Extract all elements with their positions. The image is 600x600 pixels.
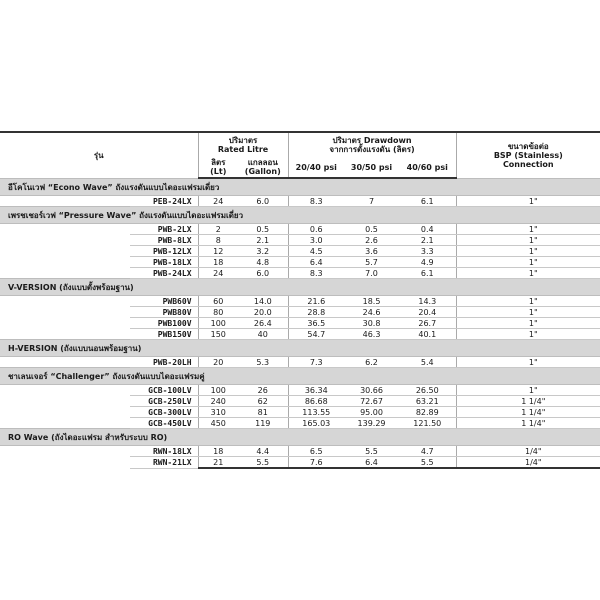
drawdown-40-60-cell: 4.9 (399, 257, 456, 268)
indent-cell (0, 268, 130, 279)
model-cell: PWB-2LX (130, 224, 198, 235)
model-cell: PWB150V (130, 329, 198, 340)
drawdown-40-60-cell: 63.21 (399, 396, 456, 407)
drawdown-40-60-cell: 5.5 (399, 457, 456, 469)
model-cell: PWB-8LX (130, 235, 198, 246)
connection-cell: 1" (456, 296, 600, 307)
drawdown-20-40-cell: 0.6 (288, 224, 344, 235)
indent-cell (0, 396, 130, 407)
drawdown-20-40-cell: 6.5 (288, 446, 344, 457)
drawdown-30-50-cell: 5.7 (344, 257, 399, 268)
drawdown-20-40-cell: 36.5 (288, 318, 344, 329)
gallon-cell: 5.5 (238, 457, 288, 469)
indent-cell (0, 224, 130, 235)
gallon-cell: 5.3 (238, 357, 288, 368)
table-row (0, 296, 600, 307)
drawdown-30-50-cell: 30.66 (344, 385, 399, 396)
table-row (0, 257, 600, 268)
drawdown-20-40-cell: 4.5 (288, 246, 344, 257)
psi-20-40-header: 20/40 psi (288, 157, 344, 178)
drawdown-30-50-cell: 24.6 (344, 307, 399, 318)
drawdown-40-60-cell: 40.1 (399, 329, 456, 340)
gallon-cell: 20.0 (238, 307, 288, 318)
indent-cell (0, 446, 130, 457)
litre-cell: 2 (198, 224, 238, 235)
model-cell: PWB100V (130, 318, 198, 329)
connection-cell: 1" (456, 268, 600, 279)
indent-cell (0, 246, 130, 257)
drawdown-30-50-cell: 2.6 (344, 235, 399, 246)
section-title: H-VERSION (ถังแบบนอนพร้อมฐาน) (0, 340, 600, 357)
drawdown-40-60-cell: 26.7 (399, 318, 456, 329)
drawdown-40-60-cell: 14.3 (399, 296, 456, 307)
table-row (0, 307, 600, 318)
connection-cell: 1" (456, 385, 600, 396)
indent-cell (0, 418, 130, 429)
gallon-cell: 4.4 (238, 446, 288, 457)
drawdown-30-50-cell: 5.5 (344, 446, 399, 457)
drawdown-20-40-cell: 36.34 (288, 385, 344, 396)
drawdown-40-60-cell: 6.1 (399, 268, 456, 279)
litre-cell: 450 (198, 418, 238, 429)
drawdown-30-50-cell: 18.5 (344, 296, 399, 307)
gallon-cell: 26.4 (238, 318, 288, 329)
connection-cell: 1" (456, 357, 600, 368)
connection-cell: 1" (456, 235, 600, 246)
tank-spec-table (0, 131, 600, 469)
table-row (0, 235, 600, 246)
section-header (0, 207, 600, 224)
section-title: อีโคโนเวฟ “Econo Wave” ถังแรงดันแบบไดอะแฟรมเดี่ยว (0, 178, 600, 196)
litre-cell: 18 (198, 257, 238, 268)
model-cell: PWB80V (130, 307, 198, 318)
connection-cell: 1" (456, 329, 600, 340)
indent-cell (0, 307, 130, 318)
model-cell: GCB-300LV (130, 407, 198, 418)
litre-cell: 24 (198, 196, 238, 207)
connection-cell: 1" (456, 196, 600, 207)
drawdown-30-50-cell: 3.6 (344, 246, 399, 257)
rated-litre-header: ปริมาตร Rated Litre (198, 132, 288, 157)
table-row (0, 196, 600, 207)
table-row (0, 457, 600, 469)
litre-cell: 8 (198, 235, 238, 246)
gallon-cell: 6.0 (238, 196, 288, 207)
drawdown-20-40-cell: 3.0 (288, 235, 344, 246)
drawdown-40-60-cell: 6.1 (399, 196, 456, 207)
connection-cell: 1 1/4" (456, 418, 600, 429)
model-cell: PWB-20LH (130, 357, 198, 368)
drawdown-40-60-cell: 3.3 (399, 246, 456, 257)
drawdown-30-50-cell: 72.67 (344, 396, 399, 407)
drawdown-30-50-cell: 139.29 (344, 418, 399, 429)
gallon-cell: 26 (238, 385, 288, 396)
drawdown-20-40-cell: 113.55 (288, 407, 344, 418)
drawdown-30-50-cell: 30.8 (344, 318, 399, 329)
connection-cell: 1" (456, 318, 600, 329)
drawdown-30-50-cell: 6.2 (344, 357, 399, 368)
drawdown-20-40-cell: 54.7 (288, 329, 344, 340)
drawdown-header: ปริมาตร Drawdown จากการตั้งแรงดัน (ลิตร) (288, 132, 456, 157)
litre-cell: 18 (198, 446, 238, 457)
drawdown-20-40-cell: 165.03 (288, 418, 344, 429)
section-header (0, 279, 600, 296)
drawdown-30-50-cell: 0.5 (344, 224, 399, 235)
model-cell: PWB-18LX (130, 257, 198, 268)
psi-40-60-header: 40/60 psi (399, 157, 456, 178)
psi-30-50-header: 30/50 psi (344, 157, 399, 178)
gallon-cell: 4.8 (238, 257, 288, 268)
gallon-cell: 3.2 (238, 246, 288, 257)
litre-cell: 60 (198, 296, 238, 307)
drawdown-20-40-cell: 8.3 (288, 268, 344, 279)
drawdown-40-60-cell: 121.50 (399, 418, 456, 429)
table-row (0, 318, 600, 329)
indent-cell (0, 385, 130, 396)
drawdown-20-40-cell: 28.8 (288, 307, 344, 318)
gallon-cell: 6.0 (238, 268, 288, 279)
section-header (0, 340, 600, 357)
table-row (0, 224, 600, 235)
drawdown-30-50-cell: 7 (344, 196, 399, 207)
connection-cell: 1 1/4" (456, 396, 600, 407)
drawdown-40-60-cell: 4.7 (399, 446, 456, 457)
litre-cell: 100 (198, 385, 238, 396)
connection-cell: 1 1/4" (456, 407, 600, 418)
drawdown-20-40-cell: 7.3 (288, 357, 344, 368)
table-row (0, 329, 600, 340)
indent-cell (0, 235, 130, 246)
table-row (0, 246, 600, 257)
connection-cell: 1" (456, 246, 600, 257)
litre-cell: 20 (198, 357, 238, 368)
litre-cell: 12 (198, 246, 238, 257)
section-title: RO Wave (ถังไดอะแฟรม สำหรับระบบ RO) (0, 429, 600, 446)
connection-cell: 1" (456, 224, 600, 235)
section-title: ชาเลนเจอร์ “Challenger” ถังแรงดันแบบไดอะแฟรมคู่ (0, 368, 600, 385)
drawdown-40-60-cell: 2.1 (399, 235, 456, 246)
drawdown-20-40-cell: 6.4 (288, 257, 344, 268)
connection-cell: 1" (456, 307, 600, 318)
indent-cell (0, 318, 130, 329)
indent-cell (0, 296, 130, 307)
indent-cell (0, 329, 130, 340)
model-column-header: รุ่น (0, 132, 198, 178)
litre-header: ลิตร (Lt) (198, 157, 238, 178)
indent-cell (0, 257, 130, 268)
table-row (0, 396, 600, 407)
section-header (0, 368, 600, 385)
gallon-cell: 14.0 (238, 296, 288, 307)
model-cell: RWN-18LX (130, 446, 198, 457)
table-row (0, 385, 600, 396)
gallon-cell: 40 (238, 329, 288, 340)
drawdown-40-60-cell: 5.4 (399, 357, 456, 368)
table-header (0, 132, 600, 178)
indent-cell (0, 196, 130, 207)
connection-header: ขนาดข้อต่อ BSP (Stainless) Connection (456, 132, 600, 178)
section-header (0, 178, 600, 196)
model-cell: GCB-250LV (130, 396, 198, 407)
drawdown-20-40-cell: 7.6 (288, 457, 344, 469)
drawdown-40-60-cell: 82.89 (399, 407, 456, 418)
indent-cell (0, 357, 130, 368)
model-cell: PWB-24LX (130, 268, 198, 279)
table-row (0, 418, 600, 429)
model-cell: PEB-24LX (130, 196, 198, 207)
litre-cell: 150 (198, 329, 238, 340)
table-row (0, 357, 600, 368)
table-row (0, 268, 600, 279)
drawdown-20-40-cell: 86.68 (288, 396, 344, 407)
drawdown-30-50-cell: 7.0 (344, 268, 399, 279)
litre-cell: 21 (198, 457, 238, 469)
gallon-cell: 119 (238, 418, 288, 429)
drawdown-20-40-cell: 8.3 (288, 196, 344, 207)
indent-cell (0, 407, 130, 418)
drawdown-40-60-cell: 0.4 (399, 224, 456, 235)
model-cell: GCB-100LV (130, 385, 198, 396)
drawdown-40-60-cell: 26.50 (399, 385, 456, 396)
gallon-header: แกลลอน (Gallon) (238, 157, 288, 178)
litre-cell: 24 (198, 268, 238, 279)
section-title: เพรชเชอร์เวฟ “Pressure Wave” ถังแรงดันแบบไดอะแฟรมเดี่ยว (0, 207, 600, 224)
connection-cell: 1/4" (456, 446, 600, 457)
section-title: V-VERSION (ถังแบบตั้งพร้อมฐาน) (0, 279, 600, 296)
drawdown-30-50-cell: 6.4 (344, 457, 399, 469)
litre-cell: 240 (198, 396, 238, 407)
drawdown-20-40-cell: 21.6 (288, 296, 344, 307)
model-cell: PWB-12LX (130, 246, 198, 257)
connection-cell: 1" (456, 257, 600, 268)
connection-cell: 1/4" (456, 457, 600, 469)
drawdown-40-60-cell: 20.4 (399, 307, 456, 318)
model-cell: RWN-21LX (130, 457, 198, 469)
table-row (0, 407, 600, 418)
drawdown-30-50-cell: 95.00 (344, 407, 399, 418)
gallon-cell: 0.5 (238, 224, 288, 235)
gallon-cell: 62 (238, 396, 288, 407)
indent-cell (0, 457, 130, 469)
spec-sheet (0, 131, 600, 469)
table-body (0, 178, 600, 468)
gallon-cell: 2.1 (238, 235, 288, 246)
litre-cell: 310 (198, 407, 238, 418)
litre-cell: 80 (198, 307, 238, 318)
model-cell: GCB-450LV (130, 418, 198, 429)
gallon-cell: 81 (238, 407, 288, 418)
model-cell: PWB60V (130, 296, 198, 307)
drawdown-30-50-cell: 46.3 (344, 329, 399, 340)
litre-cell: 100 (198, 318, 238, 329)
table-row (0, 446, 600, 457)
section-header (0, 429, 600, 446)
